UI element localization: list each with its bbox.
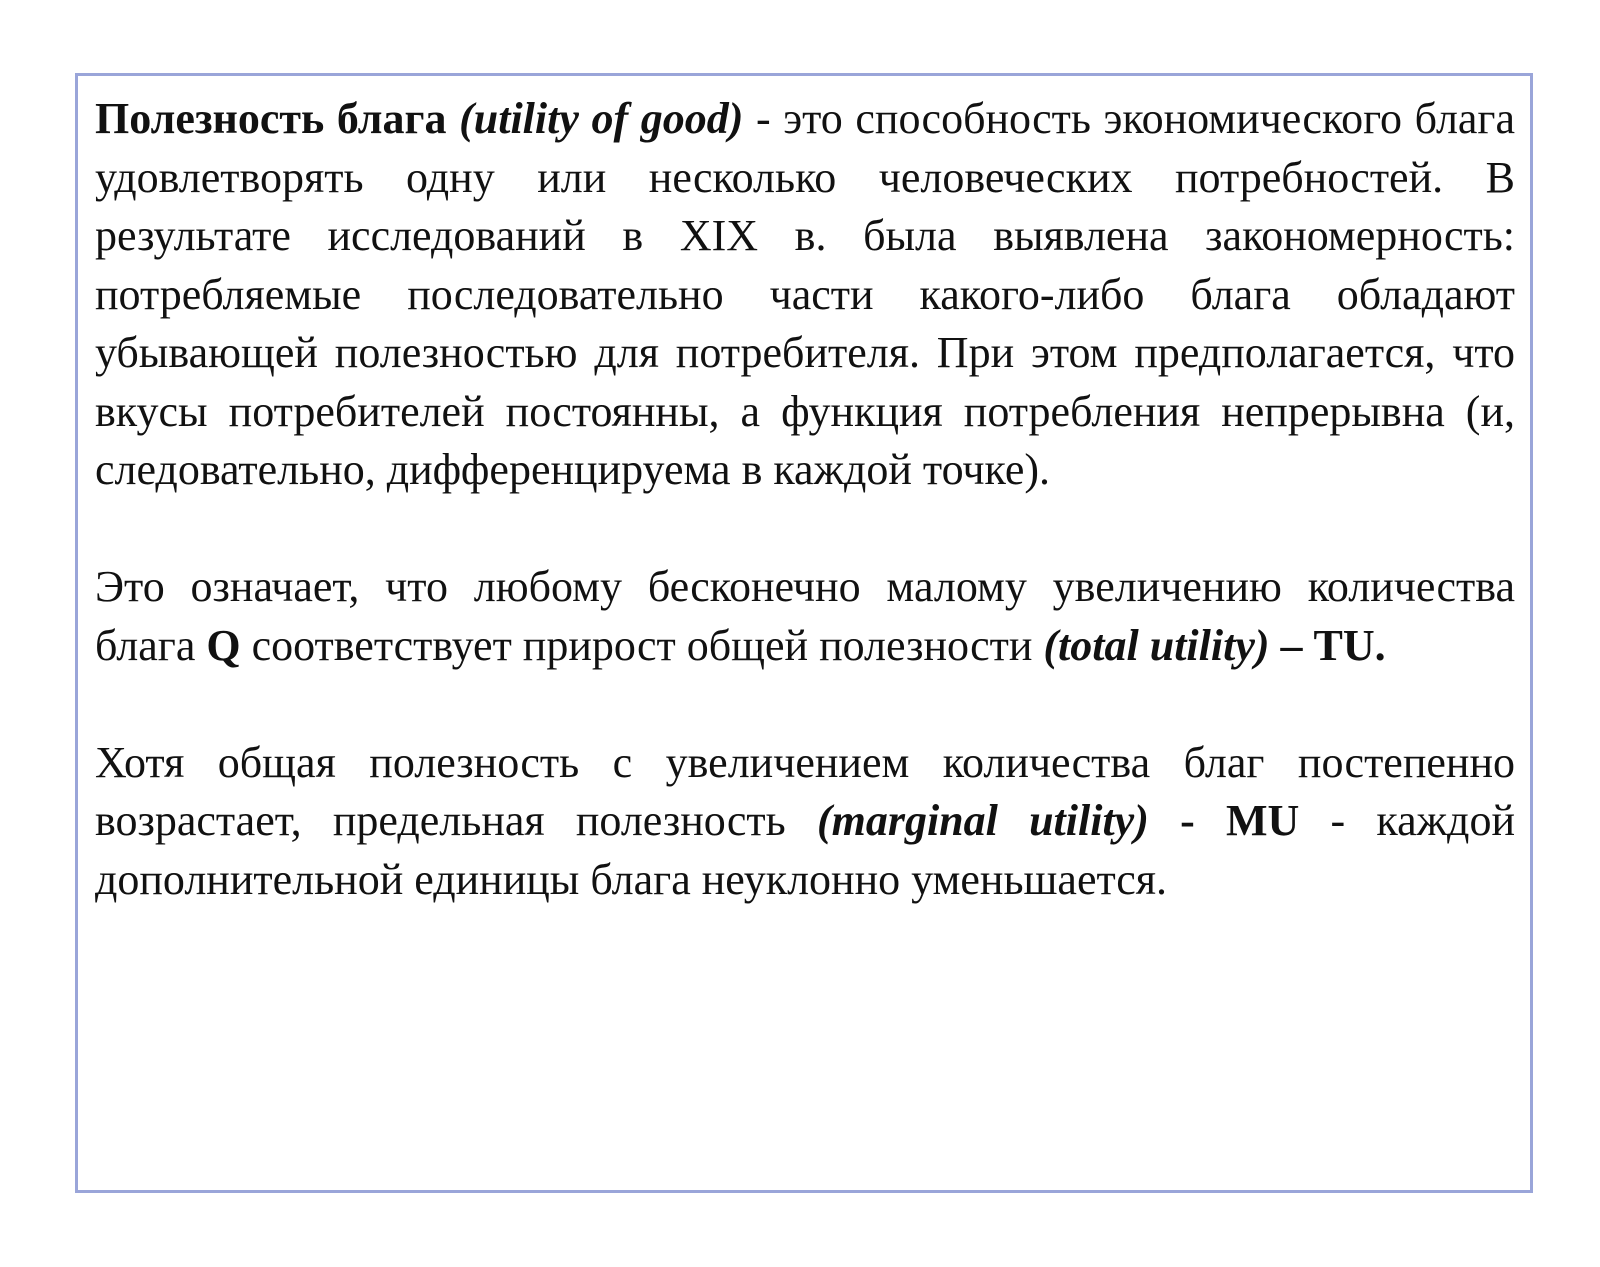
paragraph-gap xyxy=(95,675,1515,734)
marginal-utility-text-a: Хотя общая полезность с увеличением количества благ постепенно возрастает, предельная полезность xyxy=(95,737,1515,845)
paragraph-gap xyxy=(95,500,1515,559)
marginal-utility-text-b: - каждой дополнительной единицы блага неуклонно уменьшается. xyxy=(95,796,1515,904)
utility-definition-text: - это способность экономического блага удовлетворять одну или несколько человеческих потребностей. В результате исследований в XIX в. была выявлена закономерность: потребляемые последовательно части какого-либо блага обладают убывающей полезностью для потребителя. При этом предполагается, что вкусы потребителей постоянны, а функция потребления непрерывна (и, следовательно, дифференцируема в каждой точке). xyxy=(95,94,1516,494)
abbr-tu: – TU. xyxy=(1269,620,1386,670)
term-utility: Полезность блага xyxy=(95,94,447,143)
content-frame xyxy=(75,73,1533,1193)
total-utility-text-b: соответствует прирост общей полезности xyxy=(240,620,1044,670)
paragraph-utility-definition xyxy=(95,90,1515,500)
abbr-mu: - MU xyxy=(1148,796,1300,845)
total-utility-text-a: Это означает, что любому бесконечно малому увеличению количества блага xyxy=(95,562,1515,670)
term-utility-en: (utility of good) xyxy=(459,94,744,143)
text-body xyxy=(95,90,1515,909)
term-total-utility-en: (total utility) xyxy=(1043,620,1270,670)
symbol-q: Q xyxy=(206,620,241,670)
paragraph-marginal-utility xyxy=(95,734,1515,910)
term-marginal-utility-en: (marginal utility) xyxy=(816,796,1149,845)
paragraph-total-utility xyxy=(95,558,1515,675)
